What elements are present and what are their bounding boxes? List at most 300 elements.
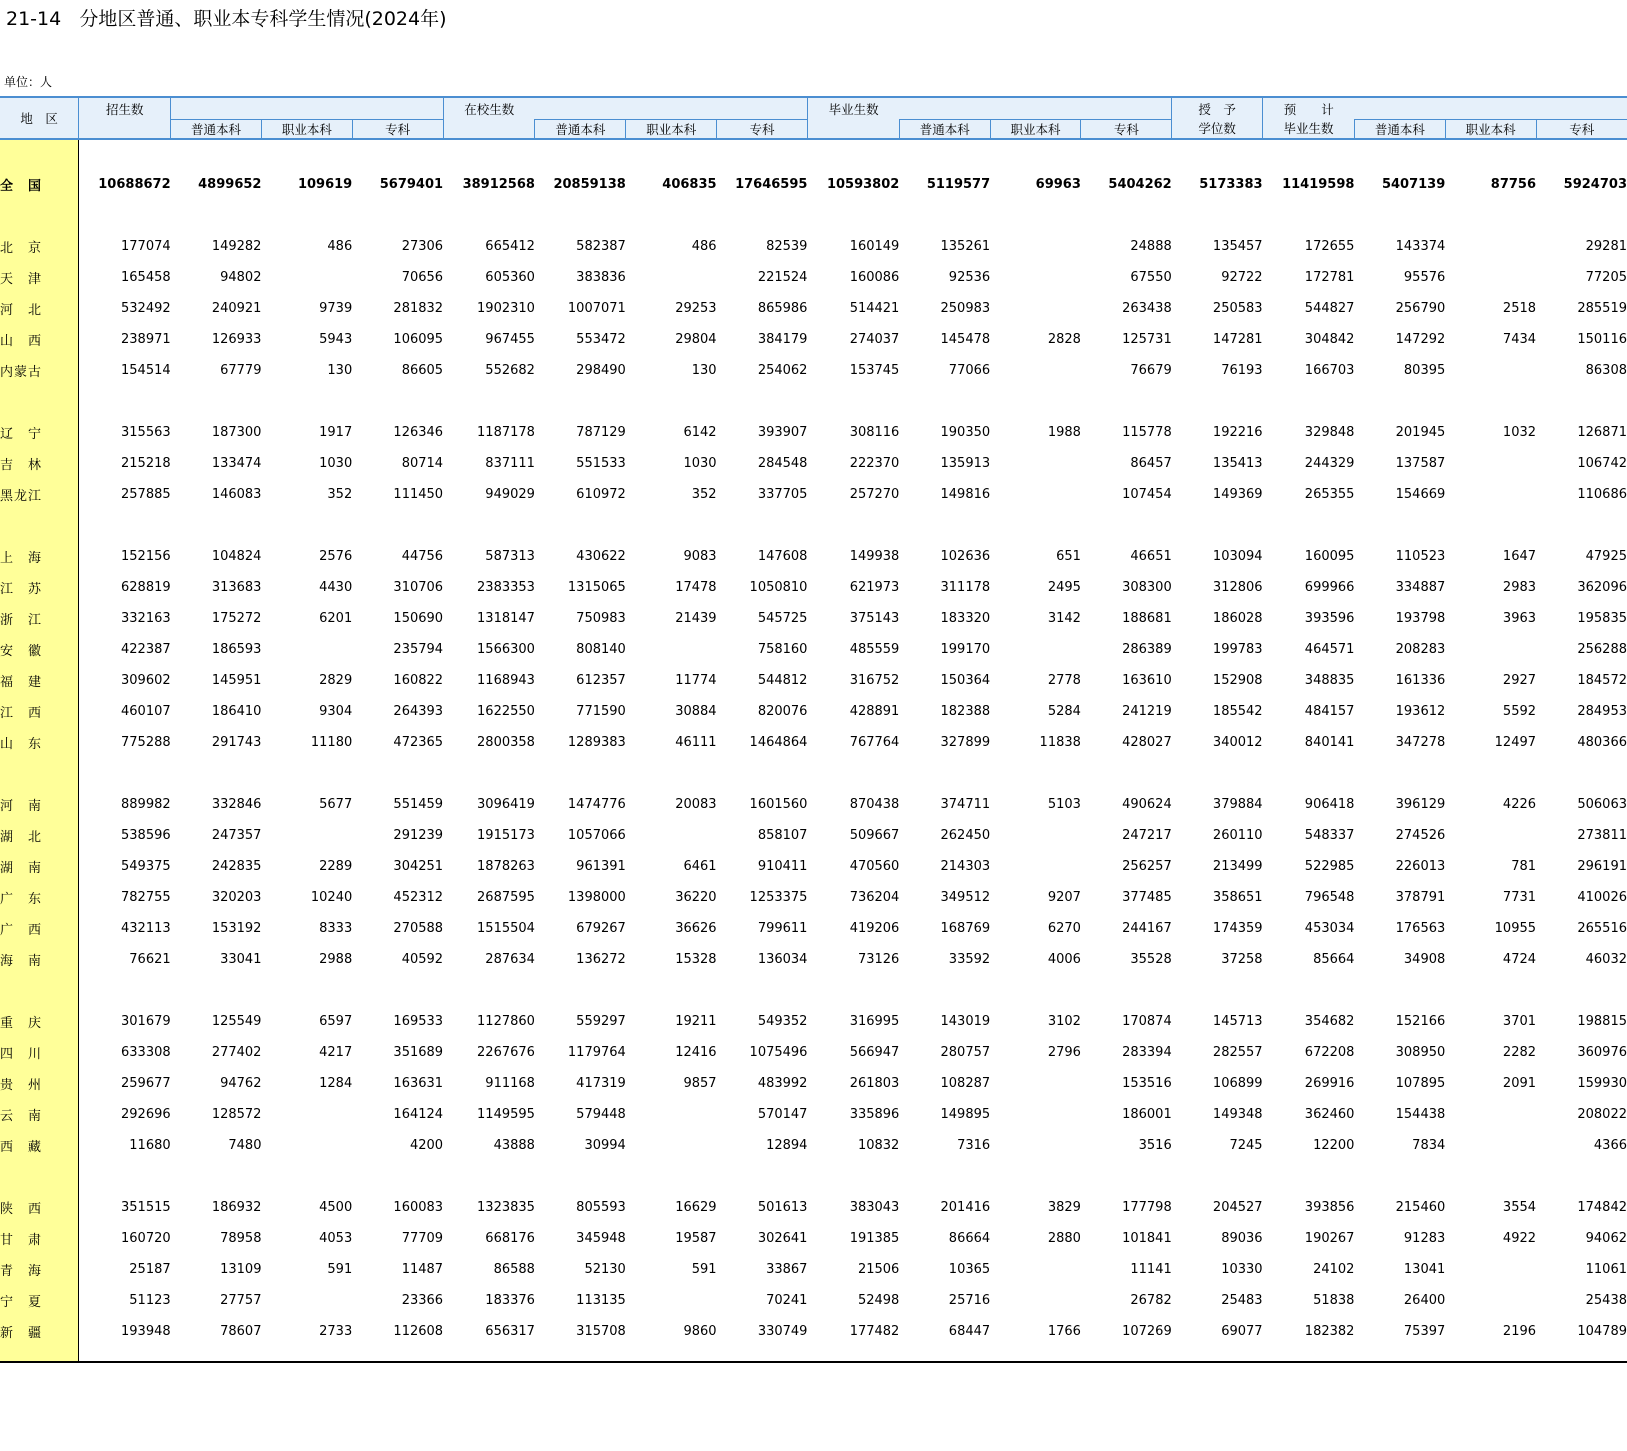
table-cell: 107454 [1122, 486, 1172, 502]
table-cell: 75397 [1403, 1323, 1446, 1339]
spacer-row-end [0, 1347, 1627, 1362]
table-row [0, 1316, 1627, 1347]
table-cell: 464571 [1304, 641, 1355, 657]
table-cell: 486 [691, 238, 717, 254]
table-cell: 4006 [1047, 951, 1081, 967]
region-cell-empty [0, 1347, 79, 1362]
table-cell: 5677 [319, 796, 353, 812]
table-cell: 337705 [757, 486, 808, 502]
table-cell: 244329 [1304, 455, 1355, 471]
table-cell: 1988 [1047, 424, 1081, 440]
table-cell: 1030 [319, 455, 353, 471]
table-cell: 169533 [393, 1013, 444, 1029]
table-cell: 78958 [220, 1230, 262, 1246]
table-row [0, 1099, 1627, 1130]
table-cell: 201416 [940, 1199, 991, 1215]
table-cell: 10365 [948, 1261, 991, 1277]
table-cell: 2289 [319, 858, 353, 874]
table-cell: 758160 [757, 641, 808, 657]
table-row [0, 603, 1627, 634]
table-cell: 6597 [319, 1013, 353, 1029]
table-cell: 159930 [1577, 1075, 1627, 1091]
table-cell: 25438 [1585, 1292, 1627, 1308]
table-cell: 30884 [675, 703, 717, 719]
table-cell: 149938 [849, 548, 900, 564]
table-cell: 174842 [1577, 1199, 1627, 1215]
table-cell: 110523 [1395, 548, 1446, 564]
table-cell: 269916 [1304, 1075, 1355, 1091]
table-cell: 2880 [1047, 1230, 1081, 1246]
table-cell: 68447 [948, 1323, 991, 1339]
table-cell: 11419598 [1282, 176, 1355, 192]
spacer-cell [990, 1161, 1081, 1192]
table-cell: 347278 [1395, 734, 1446, 750]
table-cell [990, 479, 1081, 510]
header-graduates-sub-1: 普通本科 [899, 119, 990, 139]
spacer-cell [899, 1347, 990, 1362]
table-cell: 1601560 [749, 796, 808, 812]
table-cell: 12416 [675, 1044, 717, 1060]
region-name: 福 建 [0, 665, 79, 696]
table-row [0, 727, 1627, 758]
table-cell: 187300 [211, 424, 262, 440]
table-cell: 175272 [211, 610, 262, 626]
table-cell: 579448 [576, 1106, 626, 1122]
region-name: 广 东 [0, 882, 79, 913]
table-cell: 20859138 [553, 176, 626, 192]
table-cell [261, 1285, 352, 1316]
table-cell: 70656 [401, 269, 444, 285]
spacer-cell [807, 386, 899, 417]
spacer-cell [1172, 200, 1263, 231]
table-cell: 7731 [1502, 889, 1537, 905]
header-expected-bottom: 毕业生数 [1263, 119, 1355, 139]
page-title: 21-14 分地区普通、职业本专科学生情况(2024年) [6, 8, 447, 30]
table-cell: 13109 [220, 1261, 262, 1277]
spacer-cell [1354, 758, 1445, 789]
spacer-cell [352, 758, 443, 789]
table-cell: 796548 [1304, 889, 1355, 905]
table-cell: 1878263 [477, 858, 535, 874]
region-name: 山 东 [0, 727, 79, 758]
spacer-row [0, 1161, 1627, 1192]
spacer-cell [626, 510, 717, 541]
table-cell: 135457 [1212, 238, 1263, 254]
table-cell: 77205 [1585, 269, 1627, 285]
table-cell: 360976 [1577, 1044, 1627, 1060]
table-cell: 111450 [393, 486, 444, 502]
table-cell: 11680 [129, 1137, 171, 1153]
spacer-cell [1263, 1347, 1355, 1362]
spacer-cell [1263, 386, 1355, 417]
table-cell: 538596 [121, 827, 171, 843]
spacer-cell [443, 758, 535, 789]
table-cell: 241219 [1122, 703, 1172, 719]
table-cell: 967455 [485, 331, 535, 347]
header-group-enrolled: 在校生数 [443, 97, 535, 119]
table-cell: 352 [691, 486, 717, 502]
table-cell: 149895 [940, 1106, 991, 1122]
region-name: 内蒙古 [0, 355, 79, 386]
table-cell: 35528 [1130, 951, 1172, 967]
table-cell: 1315065 [567, 579, 626, 595]
table-cell: 354682 [1304, 1013, 1355, 1029]
table-cell: 154514 [121, 362, 171, 378]
table-cell: 213499 [1212, 858, 1263, 874]
spacer-cell [626, 139, 717, 169]
table-cell: 261803 [849, 1075, 900, 1091]
table-cell: 384179 [757, 331, 808, 347]
table-cell: 5103 [1047, 796, 1081, 812]
spacer-cell [171, 139, 262, 169]
table-cell: 17478 [675, 579, 717, 595]
table-cell: 549352 [757, 1013, 808, 1029]
table-row [0, 1006, 1627, 1037]
table-cell: 33041 [220, 951, 262, 967]
table-cell: 1398000 [567, 889, 626, 905]
table-cell: 3102 [1047, 1013, 1081, 1029]
region-name: 四 川 [0, 1037, 79, 1068]
table-cell: 29281 [1585, 238, 1627, 254]
table-cell: 1149595 [477, 1106, 535, 1122]
table-cell: 67550 [1130, 269, 1172, 285]
spacer-cell [261, 139, 352, 169]
table-cell: 10688672 [98, 176, 171, 192]
table-cell: 858107 [757, 827, 808, 843]
table-cell: 1030 [683, 455, 717, 471]
table-cell: 19211 [675, 1013, 717, 1029]
table-cell: 2988 [319, 951, 353, 967]
spacer-cell [535, 386, 626, 417]
table-cell: 149369 [1212, 486, 1263, 502]
spacer-cell [1445, 200, 1536, 231]
region-cell-empty [0, 1161, 79, 1192]
table-cell: 92722 [1221, 269, 1263, 285]
table-cell: 1050810 [749, 579, 808, 595]
table-cell: 10955 [1494, 920, 1537, 936]
spacer-cell [352, 200, 443, 231]
region-cell-empty [0, 510, 79, 541]
table-cell: 265516 [1577, 920, 1627, 936]
table-cell: 160083 [393, 1199, 444, 1215]
spacer-cell [899, 975, 990, 1006]
table-cell: 95576 [1403, 269, 1446, 285]
table-cell: 383836 [576, 269, 626, 285]
table-cell: 432113 [121, 920, 171, 936]
table-cell: 383043 [849, 1199, 900, 1215]
table-cell: 82539 [766, 238, 808, 254]
table-cell: 85664 [1313, 951, 1355, 967]
table-cell: 147281 [1212, 331, 1263, 347]
table-cell: 136272 [576, 951, 626, 967]
region-name: 上 海 [0, 541, 79, 572]
table-cell: 3829 [1047, 1199, 1081, 1215]
table-cell: 126871 [1577, 424, 1627, 440]
spacer-cell [717, 386, 808, 417]
header-expected-sub-3: 专科 [1536, 119, 1627, 139]
table-cell [261, 262, 352, 293]
table-cell: 375143 [849, 610, 900, 626]
table-cell: 78607 [220, 1323, 262, 1339]
table-cell: 10832 [857, 1137, 900, 1153]
table-cell: 160086 [849, 269, 900, 285]
table-cell: 145713 [1212, 1013, 1263, 1029]
table-cell: 150116 [1577, 331, 1627, 347]
table-cell: 304251 [393, 858, 444, 874]
table-cell: 485559 [849, 641, 900, 657]
region-cell-empty [0, 758, 79, 789]
table-cell: 11061 [1585, 1261, 1627, 1277]
table-cell: 115778 [1122, 424, 1172, 440]
spacer-cell [717, 510, 808, 541]
table-cell: 2576 [319, 548, 353, 564]
table-cell: 1057066 [567, 827, 626, 843]
spacer-cell [1172, 1161, 1263, 1192]
table-cell: 291743 [211, 734, 262, 750]
table-cell: 315708 [576, 1323, 626, 1339]
spacer-cell [1536, 386, 1627, 417]
table-cell: 4500 [319, 1199, 353, 1215]
spacer-cell [352, 386, 443, 417]
table-cell: 36220 [675, 889, 717, 905]
table-cell: 193612 [1395, 703, 1446, 719]
table-cell: 52130 [584, 1261, 626, 1277]
table-cell: 186932 [211, 1199, 262, 1215]
region-name: 湖 北 [0, 820, 79, 851]
spacer-cell [1354, 139, 1445, 169]
table-cell: 452312 [393, 889, 444, 905]
table-cell: 393856 [1304, 1199, 1355, 1215]
table-cell: 163610 [1122, 672, 1172, 688]
table-cell [990, 1099, 1081, 1130]
table-cell: 1622550 [477, 703, 535, 719]
table-cell: 46111 [675, 734, 717, 750]
spacer-cell [352, 975, 443, 1006]
table-cell [261, 1130, 352, 1161]
table-cell: 1007071 [567, 300, 626, 316]
table-cell: 204527 [1212, 1199, 1263, 1215]
table-cell: 7245 [1229, 1137, 1263, 1153]
table-cell: 199783 [1212, 641, 1263, 657]
table-cell: 283394 [1122, 1044, 1172, 1060]
spacer-cell [1081, 1347, 1172, 1362]
spacer-cell [717, 1161, 808, 1192]
header-group-enrollment-fill [171, 97, 443, 119]
table-cell: 1289383 [567, 734, 626, 750]
table-cell: 309602 [121, 672, 171, 688]
table-cell: 240921 [211, 300, 262, 316]
table-cell: 2829 [319, 672, 353, 688]
table-cell: 544812 [757, 672, 808, 688]
table-cell: 302641 [757, 1230, 808, 1246]
table-cell: 264393 [393, 703, 444, 719]
region-cell-empty [0, 200, 79, 231]
spacer-cell [79, 975, 171, 1006]
table-cell [626, 1130, 717, 1161]
spacer-cell [352, 139, 443, 169]
spacer-cell [899, 139, 990, 169]
table-cell: 145478 [940, 331, 991, 347]
spacer-cell [261, 510, 352, 541]
spacer-row [0, 510, 1627, 541]
table-cell: 4200 [409, 1137, 444, 1153]
spacer-cell [899, 510, 990, 541]
table-row [0, 882, 1627, 913]
table-cell: 651 [1056, 548, 1081, 564]
region-name: 西 藏 [0, 1130, 79, 1161]
spacer-cell [79, 200, 171, 231]
table-cell: 1902310 [477, 300, 535, 316]
table-cell: 15328 [675, 951, 717, 967]
spacer-cell [1445, 1347, 1536, 1362]
table-cell: 358651 [1212, 889, 1263, 905]
table-cell: 256288 [1577, 641, 1627, 657]
header-expected-fill [1354, 97, 1627, 119]
table-row [0, 1037, 1627, 1068]
table-cell: 362460 [1304, 1106, 1355, 1122]
table-cell: 221524 [757, 269, 808, 285]
table-cell: 12894 [766, 1137, 808, 1153]
table-cell: 188681 [1122, 610, 1172, 626]
table-cell: 238971 [121, 331, 171, 347]
table-cell: 406835 [662, 176, 717, 192]
table-cell: 277402 [211, 1044, 262, 1060]
spacer-cell [261, 1347, 352, 1362]
region-name: 北 京 [0, 231, 79, 262]
table-cell: 633308 [121, 1044, 171, 1060]
spacer-row [0, 139, 1627, 169]
spacer-cell [443, 975, 535, 1006]
region-name: 新 疆 [0, 1316, 79, 1347]
table-cell: 107269 [1122, 1323, 1172, 1339]
table-cell: 379884 [1212, 796, 1263, 812]
header-group-enrolled-fill [535, 97, 808, 119]
table-cell [261, 1099, 352, 1130]
table-cell: 1284 [319, 1075, 353, 1091]
table-cell: 192216 [1212, 424, 1263, 440]
table-cell: 2282 [1502, 1044, 1537, 1060]
table-cell: 551459 [393, 796, 444, 812]
spacer-cell [352, 510, 443, 541]
table-cell: 332846 [211, 796, 262, 812]
table-cell: 316752 [849, 672, 900, 688]
table-row [0, 634, 1627, 665]
unit-label: 单位：人 [4, 75, 53, 89]
table-cell [1445, 1099, 1536, 1130]
table-cell: 605360 [485, 269, 535, 285]
table-cell: 553472 [576, 331, 626, 347]
spacer-cell [79, 139, 171, 169]
table-cell [261, 634, 352, 665]
spacer-cell [171, 200, 262, 231]
table-cell: 787129 [576, 424, 626, 440]
table-cell: 296191 [1577, 858, 1627, 874]
table-row [0, 262, 1627, 293]
spacer-cell [443, 200, 535, 231]
table-cell: 311178 [940, 579, 991, 595]
table-cell: 51838 [1313, 1292, 1355, 1308]
table-cell: 410026 [1577, 889, 1627, 905]
spacer-cell [1354, 1161, 1445, 1192]
spacer-cell [626, 200, 717, 231]
table-cell: 460107 [121, 703, 171, 719]
table-cell: 1464864 [749, 734, 808, 750]
spacer-cell [899, 200, 990, 231]
header-enrolled-sub-1: 普通本科 [535, 119, 626, 139]
table-cell: 865986 [757, 300, 808, 316]
table-cell: 94062 [1585, 1230, 1627, 1246]
table-row [0, 820, 1627, 851]
spacer-cell [261, 975, 352, 1006]
table-cell: 4217 [319, 1044, 353, 1060]
table-cell: 610972 [576, 486, 626, 502]
table-cell: 130 [327, 362, 353, 378]
table-cell: 5119577 [926, 176, 991, 192]
table-cell: 184572 [1577, 672, 1627, 688]
spacer-cell [79, 386, 171, 417]
region-name: 辽 宁 [0, 417, 79, 448]
spacer-cell [717, 139, 808, 169]
table-cell: 77066 [948, 362, 991, 378]
table-cell: 298490 [576, 362, 626, 378]
region-cell-empty [0, 386, 79, 417]
region-name: 贵 州 [0, 1068, 79, 1099]
region-name: 云 南 [0, 1099, 79, 1130]
table-cell: 270588 [393, 920, 444, 936]
table-cell: 182382 [1304, 1323, 1355, 1339]
header-enrollment-total-cell [79, 119, 171, 139]
table-cell: 154669 [1395, 486, 1446, 502]
table-cell: 4922 [1502, 1230, 1537, 1246]
table-cell: 3142 [1047, 610, 1081, 626]
table-cell [1445, 479, 1536, 510]
table-cell: 166703 [1304, 362, 1355, 378]
table-cell: 257885 [121, 486, 171, 502]
table-cell: 1318147 [477, 610, 535, 626]
table-cell: 36626 [675, 920, 717, 936]
table-cell: 5592 [1502, 703, 1537, 719]
table-row [0, 541, 1627, 572]
spacer-cell [1536, 975, 1627, 1006]
spacer-cell [535, 1161, 626, 1192]
spacer-cell [807, 1347, 899, 1362]
table-cell: 254062 [757, 362, 808, 378]
table-cell: 34908 [1403, 951, 1446, 967]
spacer-cell [1445, 758, 1536, 789]
table-cell: 3554 [1502, 1199, 1537, 1215]
spacer-cell [1354, 975, 1445, 1006]
spacer-cell [990, 510, 1081, 541]
table-cell: 2828 [1047, 331, 1081, 347]
table-cell: 750983 [576, 610, 626, 626]
table-cell: 256790 [1395, 300, 1446, 316]
table-cell: 5404262 [1108, 176, 1172, 192]
table-cell: 1179764 [567, 1044, 626, 1060]
spacer-cell [171, 386, 262, 417]
table-cell: 8333 [319, 920, 353, 936]
region-name: 吉 林 [0, 448, 79, 479]
spacer-cell [1445, 510, 1536, 541]
spacer-cell [1445, 975, 1536, 1006]
table-cell: 911168 [485, 1075, 535, 1091]
table-cell: 1032 [1502, 424, 1537, 440]
region-name: 黑龙江 [0, 479, 79, 510]
table-cell: 736204 [849, 889, 900, 905]
table-cell: 47925 [1585, 548, 1627, 564]
table-cell: 87756 [1490, 176, 1537, 192]
table-cell: 351689 [393, 1044, 444, 1060]
table-cell: 349512 [940, 889, 991, 905]
